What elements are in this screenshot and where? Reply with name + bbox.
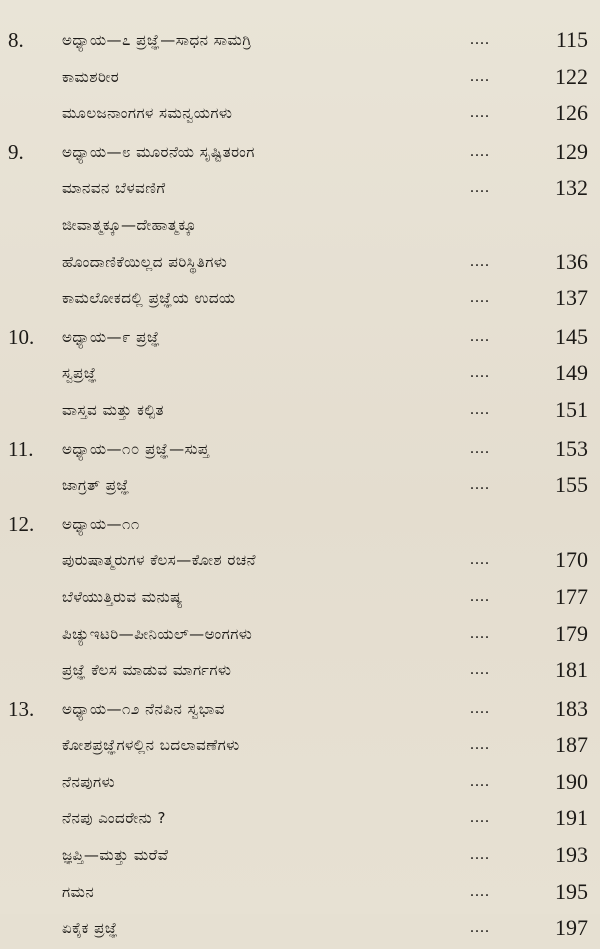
leader-dots: ....	[470, 364, 490, 382]
toc-section	[0, 134, 600, 317]
entry-title: ಅಧ್ಯಾಯ—೧೦ ಪ್ರಜ್ಞೆ—ಸುಪ್ತ	[62, 439, 210, 458]
toc-entry	[0, 764, 600, 801]
entry-title: ಪುರುಷಾತ್ಮರುಗಳ ಕೆಲಸ—ಕೋಶ ರಚನೆ	[62, 551, 257, 570]
toc-entry	[0, 910, 600, 947]
section-number: 12.	[8, 511, 35, 536]
page-number: 153	[555, 435, 588, 461]
entry-title: ಪ್ರಜ್ಞೆ ಕೆಲಸ ಮಾಡುವ ಮಾರ್ಗಗಳು	[62, 661, 232, 680]
page-number: 191	[555, 805, 588, 831]
toc-entry	[0, 355, 600, 392]
entry-title: ಬೆಳೆಯುತ್ತಿರುವ ಮನುಷ್ಯ	[62, 587, 183, 606]
leader-dots: ....	[470, 289, 490, 307]
page-number: 179	[555, 620, 588, 646]
toc-entry	[0, 392, 600, 429]
page-number: 145	[555, 323, 588, 349]
toc-entry	[0, 22, 600, 59]
entry-title: ಅಧ್ಯಾಯ—೮ ಮೂರನೆಯ ಸೃಷ್ಟಿತರಂಗ	[62, 142, 255, 161]
toc-entry	[0, 280, 600, 317]
page-number: 115	[555, 27, 588, 52]
toc-section	[0, 319, 600, 429]
entry-title: ಹೊಂದಾಣಿಕೆಯಿಲ್ಲದ ಪರಿಸ್ಥಿತಿಗಳು	[62, 252, 228, 271]
entry-title: ವಾಸ್ತವ ಮತ್ತು ಕಲ್ಪಿತ	[62, 400, 165, 419]
page-number: 132	[555, 175, 588, 201]
entry-title: ಅಧ್ಯಾಯ—೯ ಪ್ರಜ್ಞೆ	[62, 327, 161, 346]
leader-dots: ....	[470, 142, 490, 160]
toc-section	[0, 506, 600, 689]
entry-title: ಜಾಗ್ರತ್ ಪ್ರಜ್ಞೆ	[62, 476, 130, 495]
leader-dots: ....	[470, 439, 490, 457]
entry-title: ಮೂಲಜನಾಂಗಗಳ ಸಮನ್ವಯಗಳು	[62, 104, 233, 123]
leader-dots: ....	[470, 67, 490, 85]
leader-dots: ....	[470, 846, 490, 864]
leader-dots: ....	[470, 327, 490, 345]
leader-dots: ....	[470, 400, 490, 418]
leader-dots: ....	[470, 699, 490, 717]
leader-dots: ....	[470, 587, 490, 605]
toc-entry	[0, 59, 600, 96]
entry-title: ಅಧ್ಯಾಯ—೧೨ ನೆನಪಿನ ಸ್ವಭಾವ	[62, 699, 225, 718]
page-number: 177	[555, 583, 588, 609]
page-number: 136	[555, 248, 588, 274]
page-number: 129	[555, 138, 588, 164]
toc-section	[0, 431, 600, 504]
leader-dots: ....	[470, 179, 490, 197]
leader-dots: ....	[470, 31, 490, 48]
entry-title: ಮಾನವನ ಬೆಳವಣಿಗೆ	[62, 179, 166, 198]
entry-title: ಪಿಚ್ಯುಇಟರಿ—ಪೀನಿಯಲ್—ಅಂಗಗಳು	[62, 624, 253, 643]
page-number: 195	[555, 878, 588, 904]
toc-entry	[0, 652, 600, 689]
entry-title: ನೆನಪು ಎಂದರೇನು ?	[62, 809, 166, 828]
entry-title: ಸ್ವಪ್ರಜ್ಞೆ	[62, 364, 98, 383]
toc-entry	[0, 691, 600, 728]
toc-section	[0, 691, 600, 947]
page-number: 183	[555, 695, 588, 721]
leader-dots: ....	[470, 476, 490, 494]
toc-entry	[0, 800, 600, 837]
toc-entry	[0, 837, 600, 874]
leader-dots: ....	[470, 882, 490, 900]
entry-title: ನೆನಪುಗಳು	[62, 772, 116, 791]
leader-dots: ....	[470, 661, 490, 679]
entry-title: ಅಧ್ಯಾಯ—೧೧	[62, 514, 140, 533]
page-number: 197	[555, 915, 588, 941]
entry-title: ಕಾಮಲೋಕದಲ್ಲಿ ಪ್ರಜ್ಞೆಯ ಉದಯ	[62, 289, 236, 308]
toc-section	[0, 22, 600, 132]
toc-entry	[0, 244, 600, 281]
leader-dots: ....	[470, 551, 490, 569]
page-number: 155	[555, 472, 588, 498]
toc-entry	[0, 874, 600, 911]
page-number: 170	[555, 547, 588, 573]
section-number: 9.	[8, 139, 24, 164]
section-number: 13.	[8, 696, 35, 721]
entry-title: ಗಮನ	[62, 882, 95, 901]
page-number: 122	[555, 63, 588, 89]
leader-dots: ....	[470, 736, 490, 754]
toc-entry	[0, 579, 600, 616]
leader-dots: ....	[470, 809, 490, 827]
toc-entry	[0, 170, 600, 207]
leader-dots: ....	[470, 104, 490, 122]
page-number: 126	[555, 100, 588, 126]
toc-entry	[0, 616, 600, 653]
section-number: 11.	[8, 436, 34, 461]
leader-dots: ....	[470, 772, 490, 790]
entry-title: ಅಧ್ಯಾಯ—೭ ಪ್ರಜ್ಞೆ—ಸಾಧನ ಸಾಮಗ್ರಿ	[62, 31, 252, 49]
entry-title: ಏಕೈಕ ಪ್ರಜ್ಞೆ	[62, 919, 119, 938]
entry-title: ಜೀವಾತ್ಮಕ್ಕೂ—ದೇಹಾತ್ಮಕ್ಕೂ	[62, 215, 197, 234]
leader-dots: ....	[470, 252, 490, 270]
toc-entry	[0, 506, 600, 543]
toc-entry	[0, 319, 600, 356]
toc-entry	[0, 431, 600, 468]
entry-title: ಕಾಮಶರೀರ	[62, 67, 120, 86]
toc-entry	[0, 207, 600, 244]
entry-title: ಜ್ಞಪ್ತಿ—ಮತ್ತು ಮರೆವೆ	[62, 846, 169, 865]
table-of-contents	[0, 22, 600, 949]
page-number: 193	[555, 842, 588, 868]
toc-entry	[0, 95, 600, 132]
toc-entry	[0, 467, 600, 504]
section-number: 10.	[8, 324, 35, 349]
page-number: 190	[555, 768, 588, 794]
leader-dots: ....	[470, 624, 490, 642]
toc-entry	[0, 134, 600, 171]
toc-entry	[0, 542, 600, 579]
leader-dots: ....	[470, 919, 490, 937]
page-number: 137	[555, 285, 588, 311]
page-number: 149	[555, 360, 588, 386]
page-number: 187	[555, 732, 588, 758]
entry-title: ಕೋಶಪ್ರಜ್ಞೆಗಳಲ್ಲಿನ ಬದಲಾವಣೆಗಳು	[62, 736, 240, 755]
section-number: 8.	[8, 28, 24, 52]
page-number: 181	[555, 657, 588, 683]
toc-entry	[0, 727, 600, 764]
page-number: 151	[555, 396, 588, 422]
